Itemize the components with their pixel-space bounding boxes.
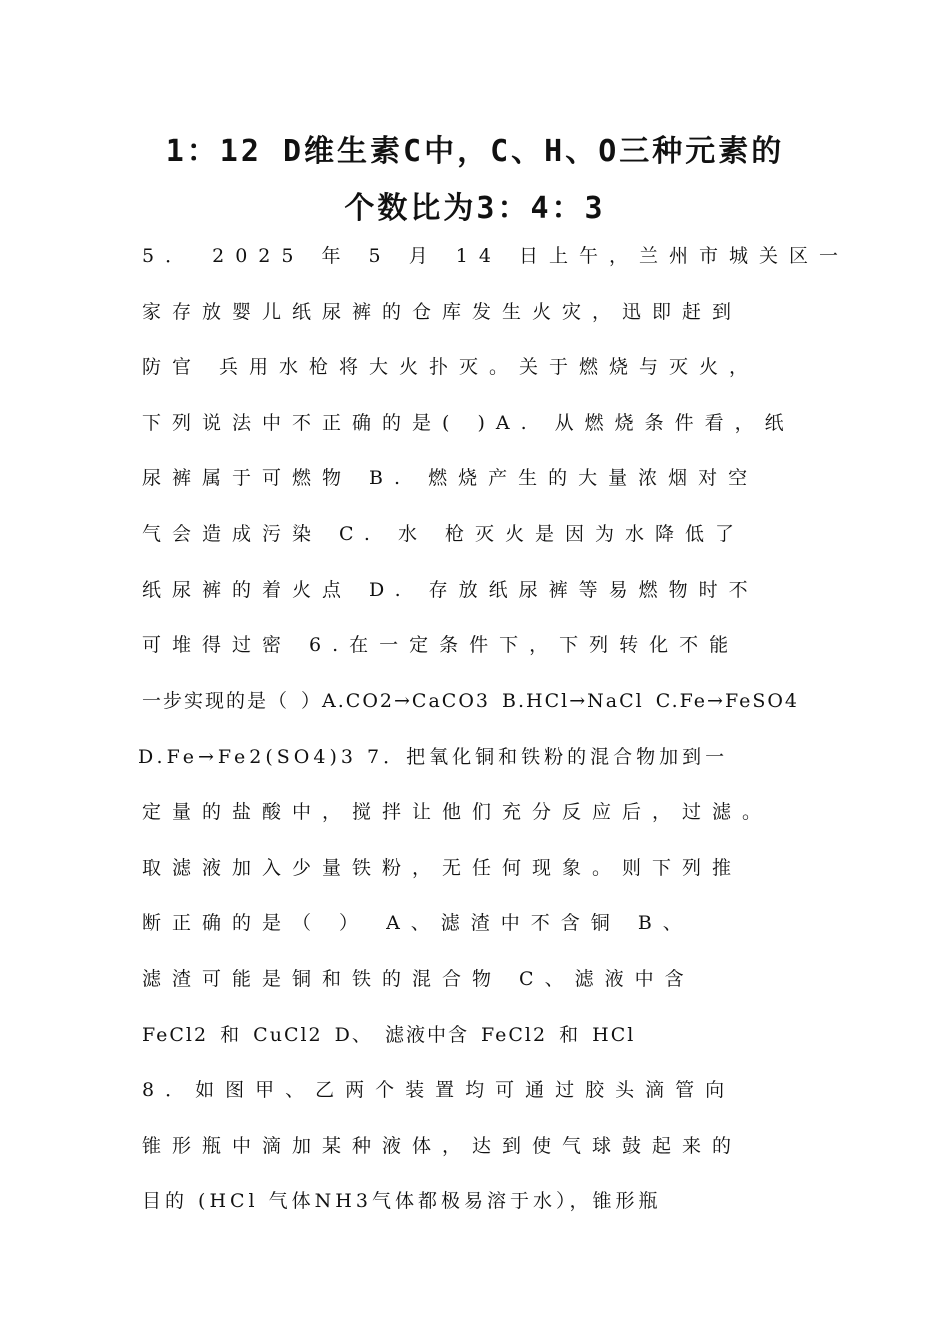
body-line: FeCl2 和 CuCl2 D、 滤液中含 FeCl2 和 HCl <box>142 1024 636 1046</box>
body-line: 可堆得过密 6.在一定条件下，下列转化不能 <box>142 634 740 656</box>
body-line: 家存放婴儿纸尿裤的仓库发生火灾，迅即赶到 <box>142 301 743 323</box>
heading-line-2: 个数比为3：4：3 <box>344 191 606 226</box>
body-line: 下列说法中不正确的是( )A. 从燃烧条件看，纸 <box>142 412 795 434</box>
body-line: 目的 (HCl 气体NH3气体都极易溶于水），锥形瓶 <box>142 1190 662 1212</box>
body-line: 尿裤属于可燃物 B. 燃烧产生的大量浓烟对空 <box>142 467 759 489</box>
body-line: 锥形瓶中滴加某种液体，达到使气球鼓起来的 <box>142 1135 743 1157</box>
heading-line-1: 1：12 D维生素C中，C、H、O三种元素的 <box>165 134 785 169</box>
body-line: 定量的盐酸中，搅拌让他们充分反应后，过滤。 <box>142 801 773 823</box>
body-line: 一步实现的是（ ）A.CO2→CaCO3 B.HCl→NaCl C.Fe→FeSO4 <box>142 690 800 712</box>
body-line: 5． 2025 年 5 月 14 日上午，兰州市城关区一 <box>142 245 849 267</box>
body-line: 纸尿裤的着火点 D. 存放纸尿裤等易燃物时不 <box>142 579 759 601</box>
body-line: 8．如图甲、乙两个装置均可通过胶头滴管向 <box>142 1079 736 1101</box>
body-line: D.Fe→Fe2(SO4)3 7．把氧化铜和铁粉的混合物加到一 <box>138 746 729 768</box>
body-line: 防官 兵用水枪将大火扑灭。关于燃烧与灭火， <box>142 356 760 378</box>
body-line: 滤渣可能是铜和铁的混合物 C、滤液中含 <box>142 968 695 990</box>
body-line: 取滤液加入少量铁粉，无任何现象。则下列推 <box>142 857 743 879</box>
body-line: 气会造成污染 C. 水 枪灭火是因为水降低了 <box>142 523 746 545</box>
body-line: 断正确的是（ ） A、滤渣中不含铜 B、 <box>142 912 693 934</box>
